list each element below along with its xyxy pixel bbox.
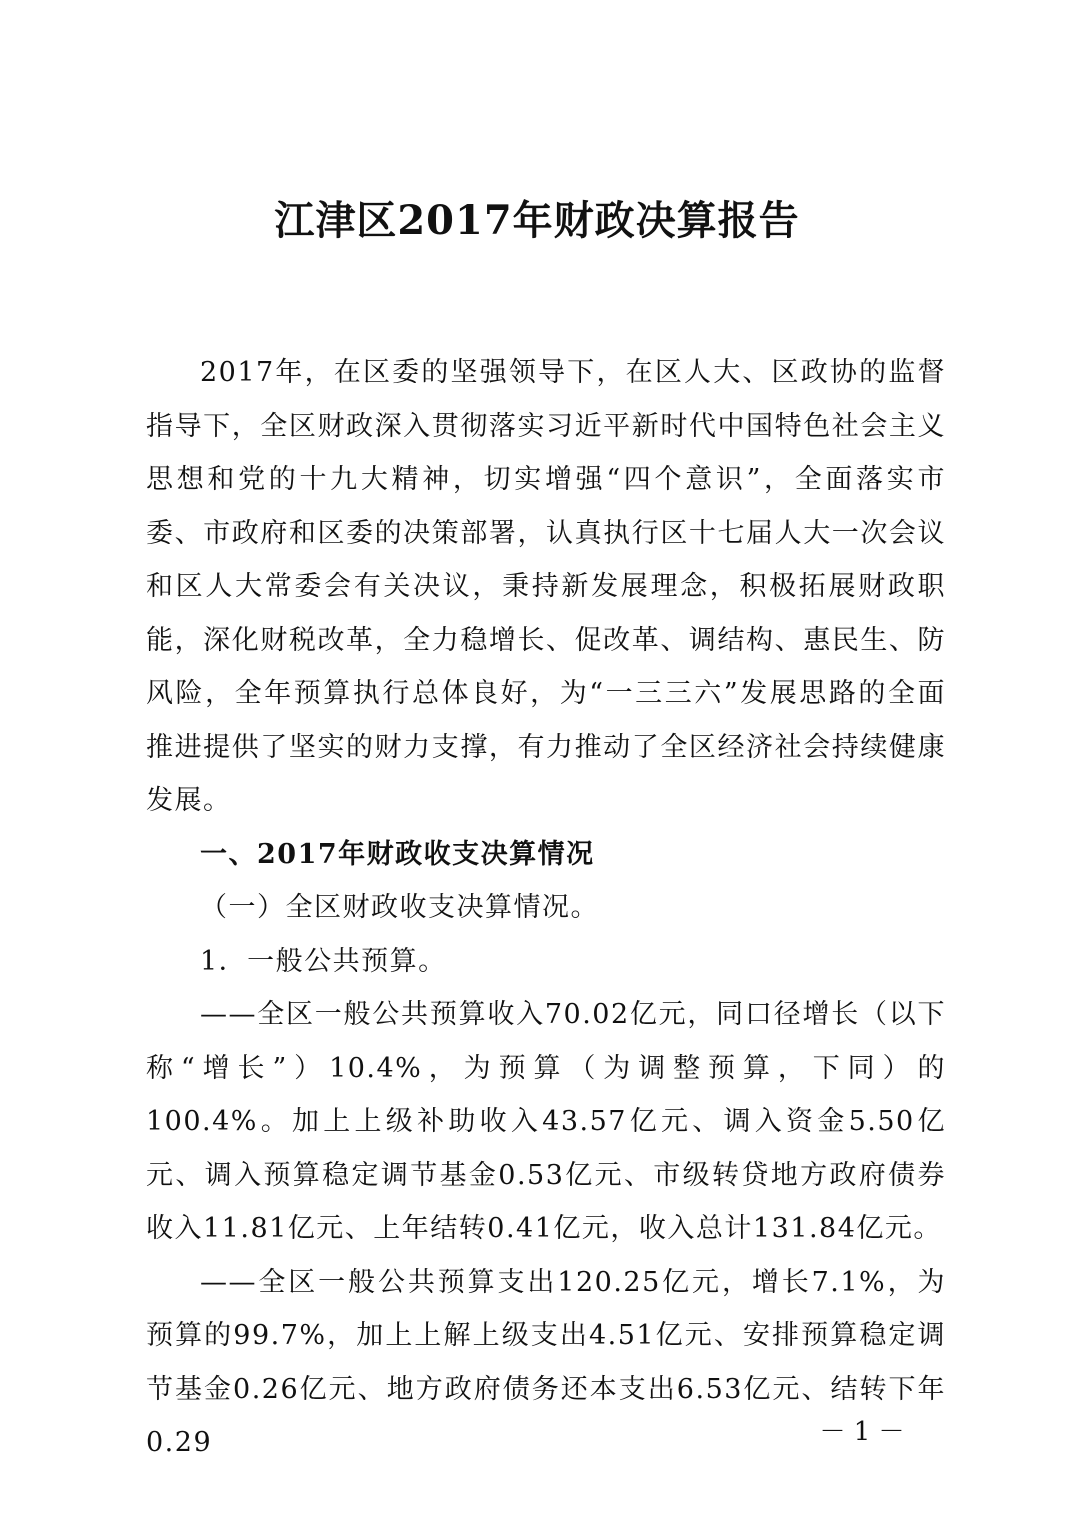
page-number: － 1 － [819,1417,905,1447]
paragraph-expenditure: ——全区一般公共预算支出120.25亿元，增长7.1%，为预算的99.7%，加上上解上级支出4.51亿元、安排预算稳定调节基金0.26亿元、地方政府债务还本支出6.53亿元、结转下年0.29 [146,1266,946,1458]
section-heading: 一、2017年财政收支决算情况 [200,838,595,870]
document-title: 江津区2017年财政决算报告 [274,197,800,244]
subsection-heading: （一）全区财政收支决算情况。 [200,892,599,923]
paragraph-revenue: ——全区一般公共预算收入70.02亿元，同口径增长（以下称“增长”）10.4%，为预算（为调整预算，下同）的100.4%。加上上级补助收入43.57亿元、调入资金5.50亿元、调入预算稳定调节基金0.53亿元、市级转贷地方政府债券收入11.81亿元、上年结转0.41亿元，收入总计131.84亿元。 [146,999,946,1244]
paragraph-intro: 2017年，在区委的坚强领导下，在区人大、区政协的监督指导下，全区财政深入贯彻落实习近平新时代中国特色社会主义思想和党的十九大精神，切实增强“四个意识”，全面落实市委、市政府和区委的决策部署，认真执行区十七届人大一次会议和区人大常委会有关决议，秉持新发展理念，积极拓展财政职能，深化财税改革，全力稳增长、促改革、调结构、惠民生、防风险，全年预算执行总体良好，为“一三三六”发展思路的全面推进提供了坚实的财力支撑，有力推动了全区经济社会持续健康发展。 [146,357,946,816]
document-body [146,346,946,1470]
item-heading: 1．一般公共预算。 [200,945,447,977]
